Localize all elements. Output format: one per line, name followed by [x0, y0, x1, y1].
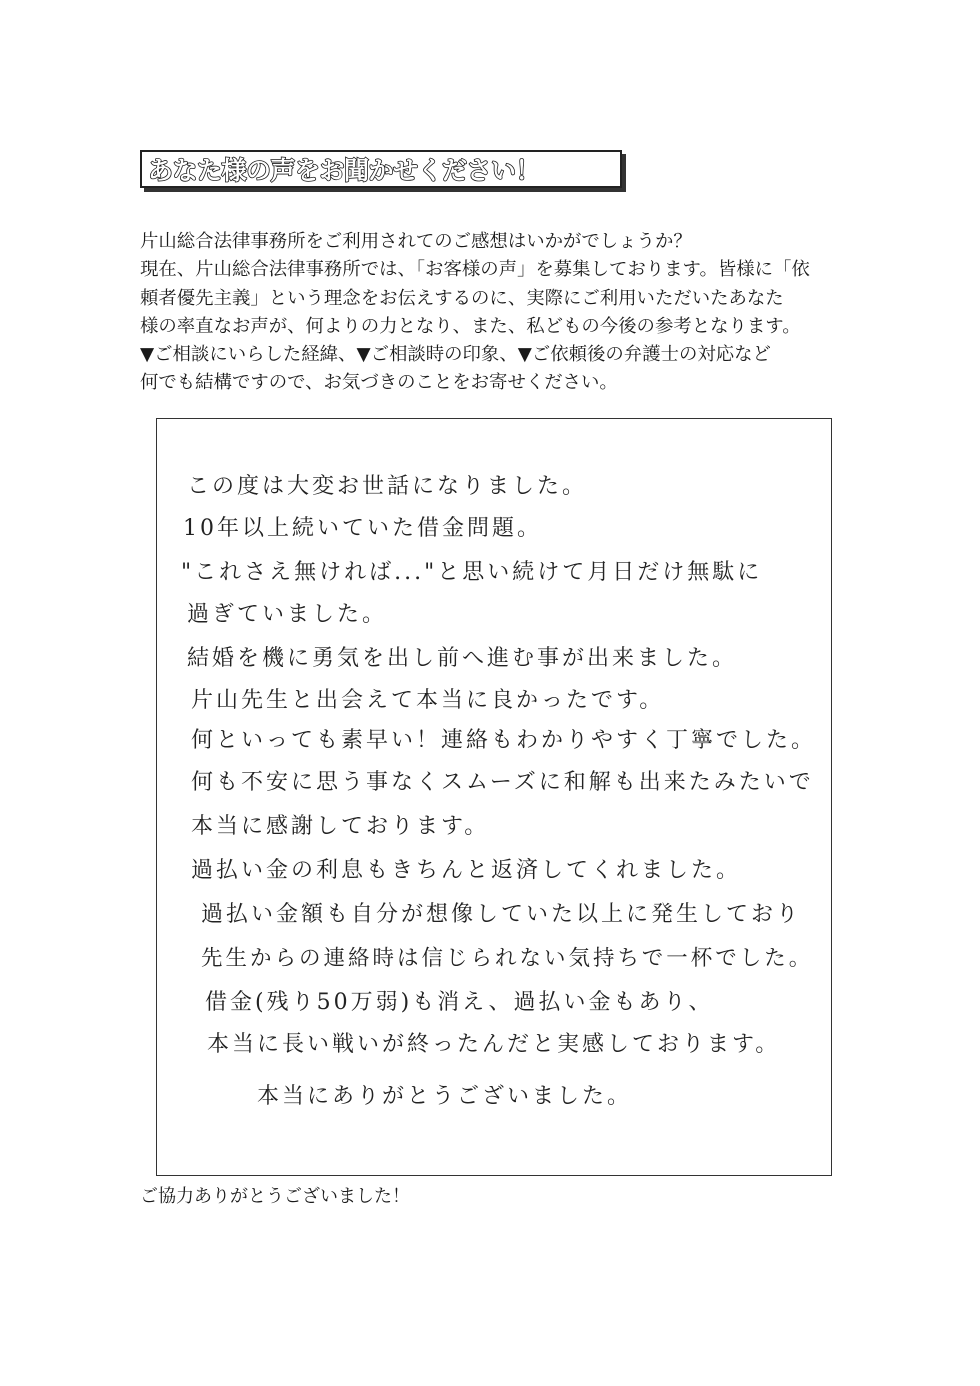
letter-line: 何といっても素早い！連絡もわかりやすく丁寧でした。	[191, 728, 817, 753]
letter-line: 過払い金の利息もきちんと返済してくれました。	[191, 858, 742, 883]
letter-line: 結婚を機に勇気を出し前へ進む事が出来ました。	[187, 646, 738, 671]
letter-line: 過ぎていました。	[187, 602, 388, 627]
letter-line: 片山先生と出会えて本当に良かったです。	[191, 688, 665, 713]
intro-line: 現在、片山総合法律事務所では、「お客様の声」を募集しております。皆様に「依	[140, 259, 810, 281]
intro-paragraph	[140, 228, 860, 398]
footer-thanks: ご協力ありがとうございました！	[140, 1186, 410, 1207]
letter-line: この度は大変お世話になりました。	[187, 474, 588, 499]
intro-line: 頼者優先主義」という理念をお伝えするのに、実際にご利用いただいたあなた	[140, 287, 784, 309]
intro-line: ▼ご相談にいらした経緯、▼ご相談時の印象、▼ご依頼後の弁護士の対応など	[140, 344, 771, 366]
heading-box	[140, 150, 622, 188]
letter-line: 過払い金額も自分が想像していた以上に発生しており	[201, 902, 802, 927]
letter-line: 本当に感謝しております。	[191, 814, 490, 839]
letter-line: 本当に長い戦いが終ったんだと実感しております。	[207, 1032, 781, 1057]
letter-line: 借金(残り50万弱)も消え、過払い金もあり、	[205, 990, 714, 1015]
letter-line: 10年以上続いていた借金問題。	[183, 516, 542, 541]
intro-line: 様の率直なお声が、何よりの力となり、また、私どもの今後の参考となります。	[140, 315, 801, 337]
intro-line: 片山総合法律事務所をご利用されてのご感想はいかがでしょうか？	[140, 231, 692, 252]
page-title: あなた様の声をお聞かせください！	[148, 156, 541, 185]
letter-line: 何も不安に思う事なくスムーズに和解も出来たみたいで	[191, 770, 814, 795]
letter-line: "これさえ無ければ..."と思い続けて月日だけ無駄に	[181, 560, 763, 585]
letter-line: 本当にありがとうございました。	[257, 1084, 633, 1109]
handwritten-letter-box	[156, 418, 832, 1176]
letter-line: 先生からの連絡時は信じられない気持ちで一杯でした。	[201, 946, 814, 971]
intro-line: 何でも結構ですので、お気づきのことをお寄せください。	[140, 372, 618, 394]
